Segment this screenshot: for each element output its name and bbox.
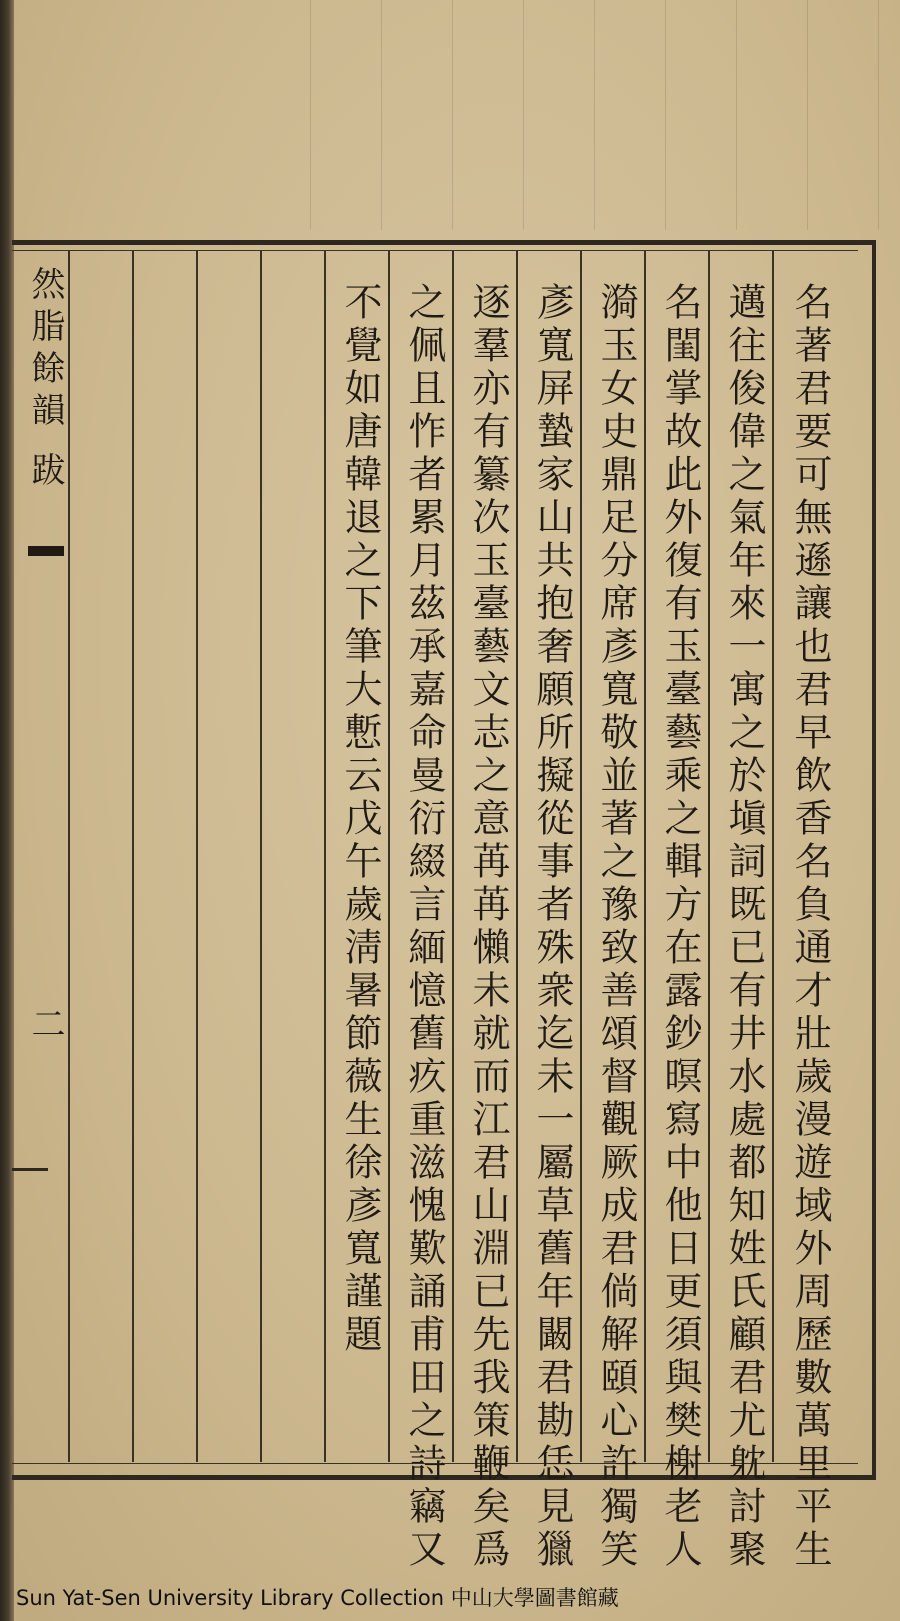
text-column-8: 不覺如唐韓退之下筆大慙云戊午歲淸暑節薇生徐彥寬謹題: [338, 282, 382, 1357]
text-column-6: 逐羣亦有纂次玉臺藝文志之意苒苒懶未就而江君山淵已先我策鞭矣爲: [466, 282, 510, 1572]
section-label: 跋: [25, 452, 65, 494]
fishtail-mark: [28, 546, 64, 556]
text-column-10: [200, 282, 264, 1462]
text-column-11: [136, 282, 200, 1462]
margin-tick: [12, 1168, 48, 1171]
text-column-9: [264, 282, 328, 1462]
text-column-3: 名閨掌故此外復有玉臺藝乘之輯方在露鈔暝寫中他日更須與樊榭老人: [658, 282, 702, 1572]
collection-watermark: Sun Yat-Sen University Library Collection 中山大學圖書館藏: [16, 1586, 619, 1610]
text-column-2: 邁往俊偉之氣年來一寓之於塡詞既已有井水處都知姓氏顧君尤躭討聚: [722, 282, 766, 1572]
column-rule: [132, 250, 134, 1462]
text-column-7: 之佩且怍者累月茲承嘉命曼衍綴言緬憶舊疚重滋愧歎誦甫田之詩竊又: [402, 282, 446, 1572]
book-title: 然脂餘韻: [25, 266, 65, 434]
text-column-1: 名著君要可無遜讓也君早飲香名負通才壯歲漫遊域外周歷數萬里平生: [788, 282, 832, 1572]
margin-book-title: [18, 266, 72, 666]
text-column-4: 漪玉女史鼎足分席彥寬敬並著之豫致善頌督觀厥成君倘解頤心許獨笑: [594, 282, 638, 1572]
text-column-5: 彥寬屏蟄家山共抱奢願所擬從事者殊衆迄未一屬草舊年闞君勘恁見獵: [530, 282, 574, 1572]
page-number: 二: [25, 1006, 65, 1040]
bleed-through-lines: [240, 0, 900, 230]
